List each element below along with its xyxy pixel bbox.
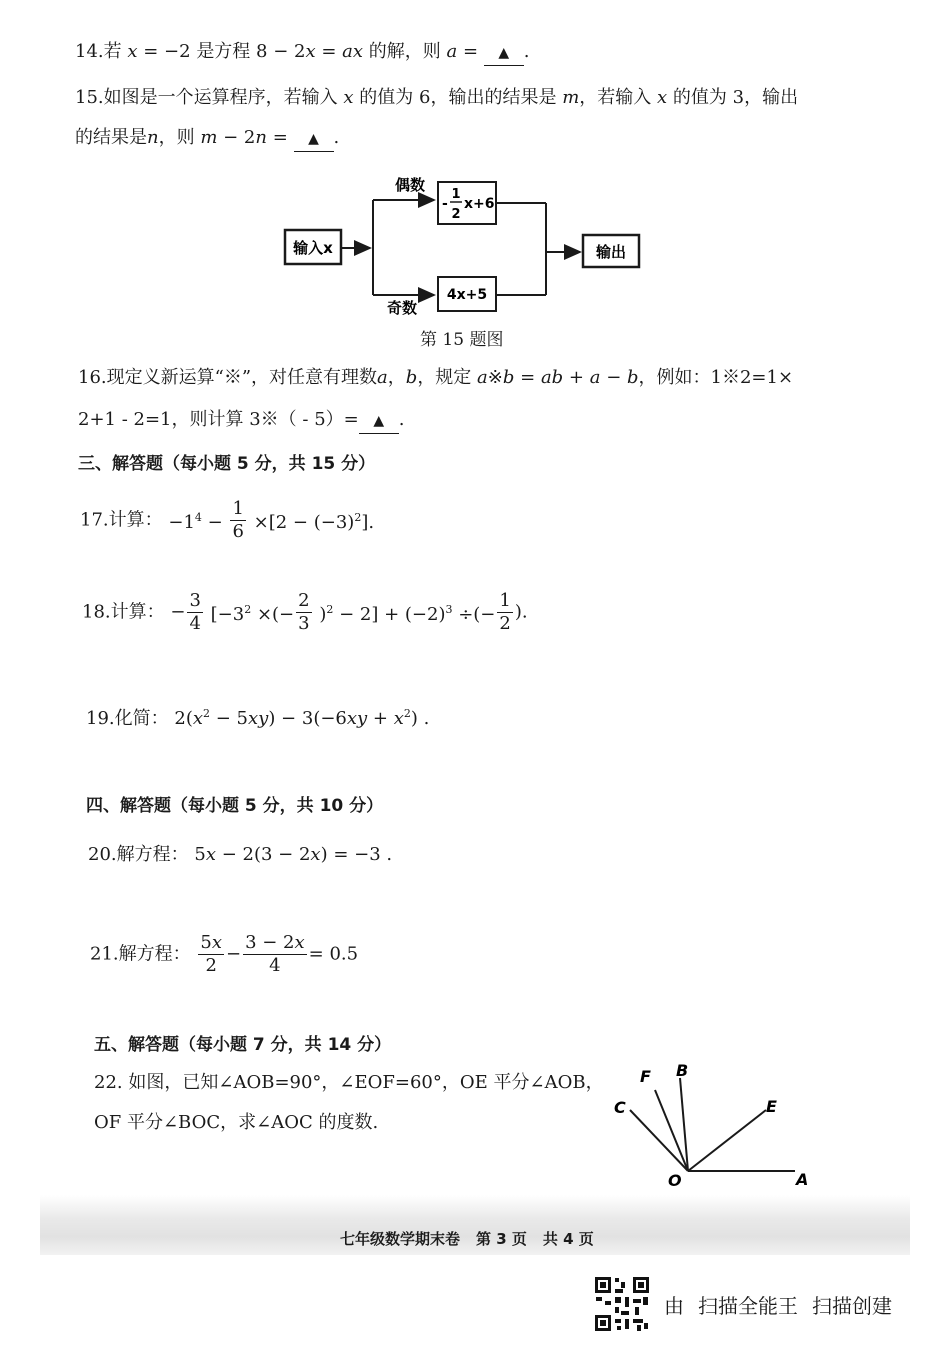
svg-text:2: 2 xyxy=(451,207,461,222)
question-22-line1: 22. 如图，已知∠AOB=90°，∠EOF=60°，OE 平分∠AOB， xyxy=(94,1072,604,1093)
qr-code-icon xyxy=(593,1275,651,1333)
question-16-line2: 2+1 - 2=1，则计算 3※（ - 5）= ▲ . xyxy=(78,408,404,434)
svg-text:1: 1 xyxy=(451,187,461,202)
even-label: 偶数 xyxy=(394,176,426,194)
output-label: 输出 xyxy=(595,243,627,261)
odd-label: 奇数 xyxy=(386,299,418,317)
answer-mark-16: ▲ xyxy=(373,413,385,429)
answer-mark-15: ▲ xyxy=(308,131,319,147)
label-E: E xyxy=(766,1097,777,1116)
question-17: 17.计算： $-1^4$ − $\frac{1}{6}$ $\times[2 - (-3)^2]$. xyxy=(80,498,375,542)
question-22-line2: OF 平分∠BOC，求∠AOC 的度数. xyxy=(94,1112,379,1133)
flowchart-figure xyxy=(270,168,660,318)
question-15-line2: 的结果是n，则 m − 2n = ▲ . xyxy=(75,126,339,152)
section-4-title: 四、解答题（每小题 5 分，共 10 分） xyxy=(86,796,384,816)
question-14: 14.若 x = −2 是方程 8 − 2x = ax 的解，则 a = ▲ . xyxy=(75,40,530,66)
answer-mark-14: ▲ xyxy=(498,45,510,61)
input-label: 输入x xyxy=(293,239,333,257)
label-O: O xyxy=(668,1171,682,1190)
label-B: B xyxy=(676,1061,689,1080)
label-C: C xyxy=(614,1098,626,1117)
label-F: F xyxy=(640,1067,651,1086)
question-21: 21.解方程： $\frac{5x}{2}$ − $\frac{3 - 2x}{4}$ = 0.5 xyxy=(90,932,359,976)
svg-text:x+6: x+6 xyxy=(464,196,495,212)
scanner-watermark: 由 扫描全能王 扫描创建 xyxy=(664,1294,892,1318)
question-15-line1: 15.如图是一个运算程序，若输入 x 的值为 6，输出的结果是 m，若输入 x 的值为 3，输出 xyxy=(75,87,799,108)
page-footer: 七年级数学期末卷 第 3 页 共 4 页 xyxy=(340,1230,594,1248)
section-3-title: 三、解答题（每小题 5 分，共 15 分） xyxy=(78,454,376,474)
section-5-title: 五、解答题（每小题 7 分，共 14 分） xyxy=(94,1035,392,1055)
figure-15-caption: 第 15 题图 xyxy=(420,330,504,350)
label-A: A xyxy=(796,1170,809,1189)
question-16-line1: 16.现定义新运算“※”，对任意有理数a，b，规定 a※b = ab + a − b，例如：1※2=1× xyxy=(78,367,794,388)
svg-text:-: - xyxy=(442,196,448,212)
question-18: 18.计算： − $\frac{3}{4}$ [$-3^2$ ×(− $\frac{2}{3}$ )$^2 - 2] + (-2)^3$ ÷(− $\frac{1}{2}$ ). xyxy=(82,590,528,634)
svg-text:4x+5: 4x+5 xyxy=(446,287,488,303)
question-20: 20.解方程： 5x − 2(3 − 2x) = −3 . xyxy=(88,844,393,865)
question-19: 19.化简： $2(x^2 - 5xy) - 3(-6xy + x^2)$ . xyxy=(86,707,430,729)
